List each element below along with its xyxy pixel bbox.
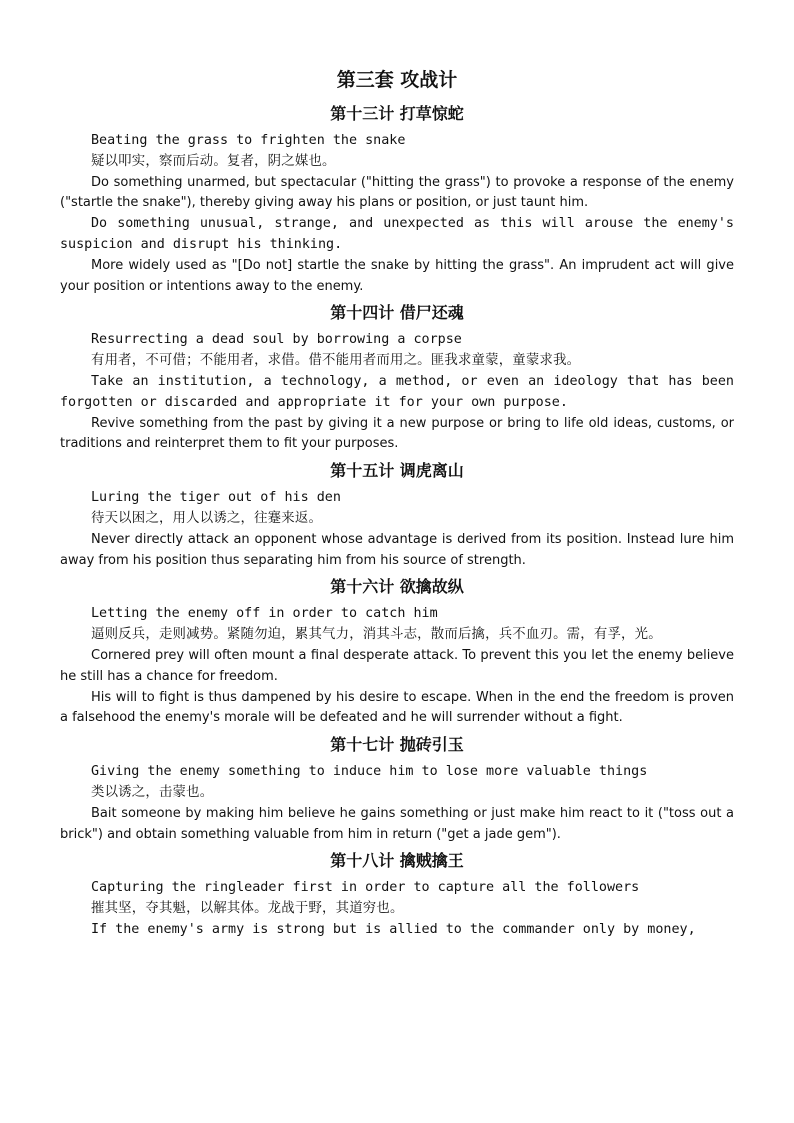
section-title: 第十五计 调虎离山	[330, 461, 464, 481]
paragraph: More widely used as "[Do not] startle the snake by hitting the grass". An imprudent act will give your position or intentions away to the enemy.	[60, 257, 734, 294]
section-16	[60, 575, 734, 729]
english-title: Capturing the ringleader first in order to capture all the followers	[91, 880, 640, 896]
paragraph: Never directly attack an opponent whose advantage is derived from its position. Instead lure him away from his position thus separating him from his source of strength.	[60, 531, 734, 568]
section-title: 第十三计 打草惊蛇	[330, 104, 464, 123]
section-title: 第十四计 借尸还魂	[330, 303, 464, 323]
english-title: Giving the enemy something to induce him to lose more valuable things	[91, 764, 648, 780]
paragraph: If the enemy's army is strong but is allied to the commander only by money,	[91, 921, 696, 937]
paragraph: Do something unusual, strange, and unexpected as this will arouse the enemy's suspicion and disrupt his thinking.	[60, 216, 734, 252]
section-14	[60, 301, 734, 455]
page-title: 第三套 攻战计	[336, 69, 458, 91]
chinese-text: 有用者，不可借；不能用者，求借。借不能用者而用之。匪我求童蒙，童蒙求我。	[91, 353, 581, 369]
paragraph: Bait someone by making him believe he gains something or just make him react to it ("toss out a brick") and obtain something valuable from him in return ("get a jade gem").	[60, 805, 734, 842]
paragraph: Do something unarmed, but spectacular ("hitting the grass") to provoke a response of the enemy ("startle the snake"), thereby giving away his plans or position, or just taunt him.	[60, 174, 734, 211]
english-title: Luring the tiger out of his den	[91, 490, 341, 506]
english-title: Letting the enemy off in order to catch him	[91, 606, 438, 622]
chinese-text: 摧其坚，夺其魁，以解其体。龙战于野，其道穷也。	[91, 901, 404, 917]
paragraph: His will to fight is thus dampened by his desire to escape. When in the end the freedom is proven a falsehood the enemy's morale will be defeated and he will surrender without a fight.	[60, 689, 734, 726]
paragraph: Revive something from the past by giving it a new purpose or bring to life old ideas, customs, or traditions and reinterpret them to fit your purposes.	[60, 415, 734, 452]
section-18	[60, 849, 734, 940]
section-title: 第十六计 欲擒故纵	[330, 577, 464, 597]
english-title: Beating the grass to frighten the snake	[91, 133, 406, 148]
section-title: 第十八计 擒贼擒王	[330, 851, 464, 871]
chinese-text: 类以诱之，击蒙也。	[91, 784, 214, 800]
paragraph: Take an institution, a technology, a method, or even an ideology that has been forgotten or discarded and appropriate it for your own purpose.	[60, 373, 734, 410]
section-15	[60, 459, 734, 571]
paragraph: Cornered prey will often mount a final desperate attack. To prevent this you let the enemy believe he still has a chance for freedom.	[60, 647, 734, 684]
section-17	[60, 733, 734, 845]
section-title: 第十七计 抛砖引玉	[330, 735, 464, 755]
chinese-text: 待天以困之，用人以诱之，往蹇来返。	[91, 510, 323, 526]
chinese-text: 疑以叩实，察而后动。复者，阴之媒也。	[91, 153, 336, 169]
section-13	[60, 102, 734, 297]
chinese-text: 逼则反兵，走则减势。紧随勿迫，累其气力，消其斗志，散而后擒，兵不血刃。需，有孚，光。	[91, 627, 662, 643]
english-title: Resurrecting a dead soul by borrowing a corpse	[91, 332, 462, 348]
